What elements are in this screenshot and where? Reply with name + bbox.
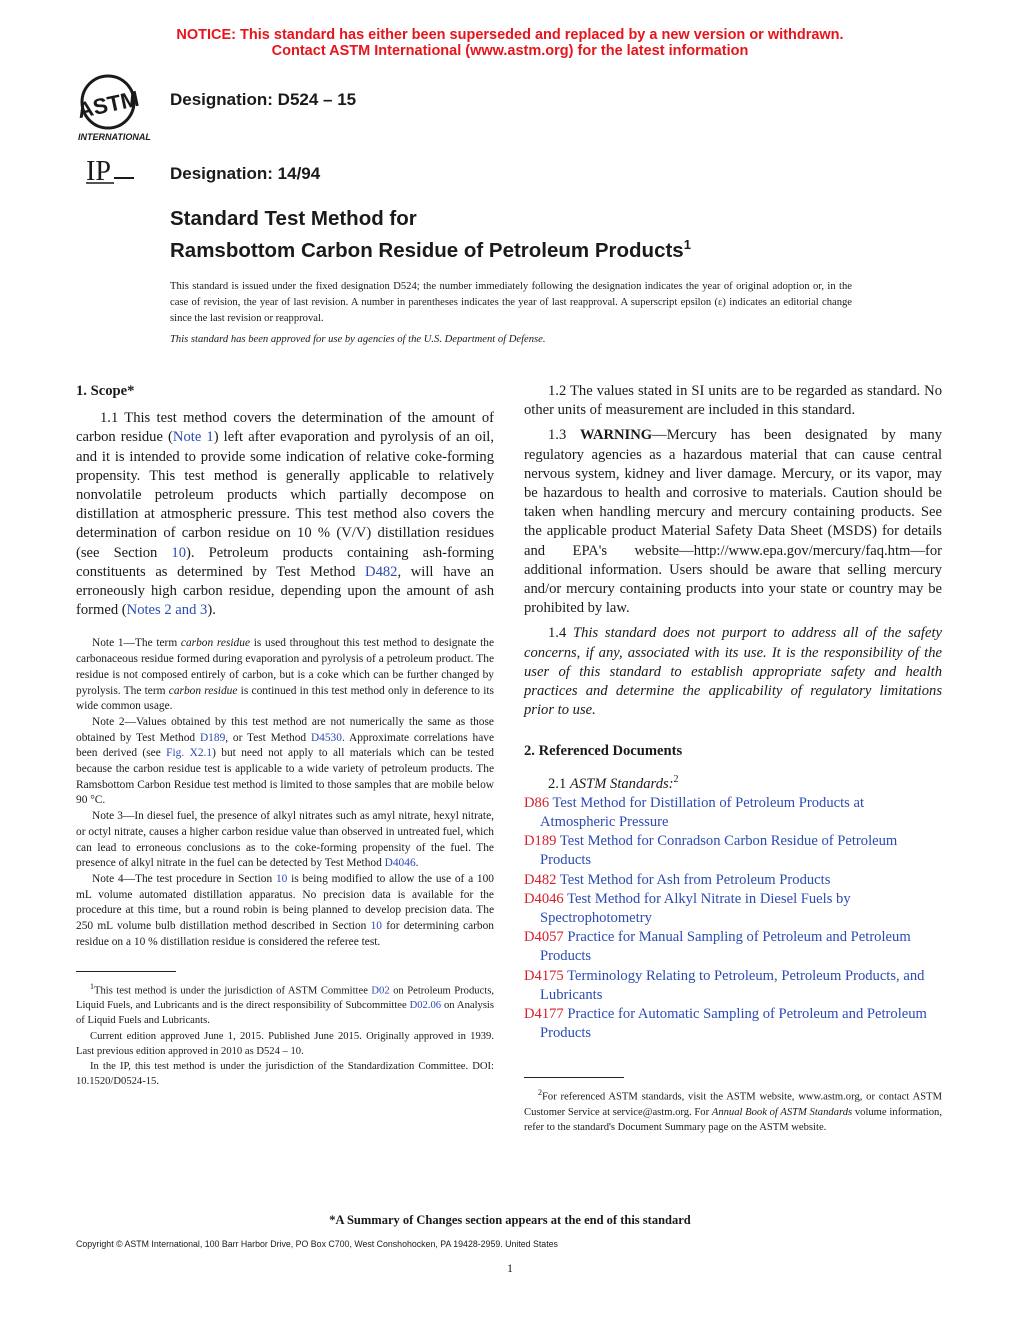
copyright-line: Copyright © ASTM International, 100 Barr Harbor Drive, PO Box C700, West Conshohocken, PA 19428-2959. United States	[76, 1239, 558, 1249]
text: ). Petroleum products containing ash-forming constituents as determined by Test Method	[76, 544, 494, 580]
astm-logo	[72, 72, 162, 144]
reference-item[interactable]	[524, 967, 942, 1005]
notice-line-1: NOTICE: This standard has either been superseded and replaced by a new version or withdrawn.	[176, 27, 844, 43]
text: Note 3—In diesel fuel, the presence of alkyl nitrates such as amyl nitrate, hexyl nitrate, or octyl nitrate, causes a higher carbon residue value than observed in untreated fuel, which can lead to erroneous conclusions as to the coke-forming propensity of the fuel. The presence of alkyl nitrate in the fuel can be detected by Test Method	[76, 810, 494, 870]
reference-title[interactable]: Test Method for Alkyl Nitrate in Diesel Fuels by Spectrophotometry	[540, 890, 851, 926]
section-10-link[interactable]: 10	[275, 872, 288, 885]
text: Note 4—The test procedure in Section	[92, 872, 276, 885]
reference-item[interactable]	[524, 890, 942, 928]
reference-code[interactable]: D4177	[524, 1005, 564, 1022]
title-line-1: Standard Test Method for	[170, 207, 417, 230]
text: , or Test Method	[225, 731, 311, 744]
reference-item[interactable]	[524, 794, 942, 832]
reference-title[interactable]: Test Method for Ash from Petroleum Products	[559, 871, 831, 888]
text: Note 1—The term	[92, 637, 181, 650]
italic-text: This standard does not purport to address all of the safety concerns, if any, associated with its use. It is the responsibility of the user of this standard to establish appropriate safety and health practices and determine the applicability of regulatory limitations prior to use.	[524, 625, 942, 719]
warning-label: WARNING	[579, 427, 653, 444]
text: 1.1 This test method covers the determination of the amount of carbon residue (	[76, 410, 494, 446]
footnote-1-edition: Current edition approved June 1, 2015. Published June 2015. Originally approved in 1939. Last previous edition approved in 2010 as D524 – 10.	[76, 1030, 494, 1057]
para-1-1	[76, 409, 494, 620]
text: volume information, refer to the standard's Document Summary page on the ASTM website.	[524, 1107, 942, 1134]
note-1	[76, 636, 494, 715]
text: is being modified to allow the use of a 100 mL volume automated distillation apparatus. No precision data is available for the procedure at this time, but a round robin is being planned to develop precision data. The 250 mL volume bulb distillation method described in Section	[76, 872, 494, 933]
reference-code[interactable]: D86	[524, 794, 550, 811]
document-title	[170, 206, 691, 264]
para-1-4	[524, 624, 942, 720]
italic-term: carbon residue	[168, 684, 238, 697]
text: on Petroleum Products, Liquid Fuels, and Lubricants and is the direct responsibility of Subcommittee	[76, 985, 494, 1012]
text: , will have an erroneously high carbon residue, depending upon the amount of ash formed (	[76, 563, 494, 619]
note-2	[76, 715, 494, 809]
reference-code[interactable]: D4057	[524, 929, 564, 946]
text: Note 2—Values obtained by this test method are not numerically the same as those obtained by Test Method	[76, 715, 494, 744]
astm-standards-subheading	[524, 770, 942, 794]
text: ).	[207, 602, 216, 619]
title-line-2: Ramsbottom Carbon Residue of Petroleum Products	[170, 238, 684, 262]
text: ) but need not apply to all materials which can be tested because the carbon residue test is applicable to a wide variety of petroleum products. The Ramsbottom Carbon Residue test method is limited to those samples that are mobile below 90 °C.	[76, 747, 495, 807]
d4530-link[interactable]: D4530	[310, 731, 342, 744]
notice-line-2: Contact ASTM International (www.astm.org) for the latest information	[271, 43, 749, 59]
reference-code[interactable]: D482	[524, 871, 557, 888]
section-10-link[interactable]: 10	[171, 544, 187, 561]
reference-item[interactable]	[524, 832, 942, 870]
text: ) left after evaporation and pyrolysis of an oil, and it is intended to provide some indication of relative coke-forming propensity. This test method is generally applicable to relatively nonvolatile petroleum products which partially decompose on distillation at atmospheric pressure. This test method also covers the determination of carbon residue on 10 % (V/V) distillation residues (see Section	[76, 429, 494, 561]
ip-logo	[80, 150, 140, 190]
designation-ip: Designation: 14/94	[170, 164, 321, 183]
reference-title[interactable]: Practice for Automatic Sampling of Petroleum and Petroleum Products	[540, 1005, 927, 1042]
text: This test method is under the jurisdiction of ASTM Committee	[94, 985, 372, 997]
text: . Approximate correlations have been derived (see	[76, 731, 495, 760]
text: .	[415, 857, 419, 870]
right-column	[524, 382, 942, 1136]
reference-code[interactable]: D4175	[524, 967, 564, 984]
summary-of-changes-note: *A Summary of Changes section appears at the end of this standard	[329, 1213, 691, 1227]
footnote-rule	[524, 1077, 624, 1078]
text: is continued in this test method only in deference to its wide common usage.	[76, 684, 494, 713]
designation-astm: Designation: D524 – 15	[170, 90, 357, 109]
fig-x2-1-link[interactable]: Fig. X2.1	[166, 747, 213, 760]
text: 2.1	[548, 775, 570, 792]
left-column	[76, 382, 494, 1089]
text: on Analysis of Liquid Fuels and Lubricants.	[76, 1000, 495, 1027]
footnote-marker: 1	[90, 981, 94, 991]
reference-item[interactable]	[524, 928, 942, 966]
reference-title[interactable]: Test Method for Distillation of Petroleum Products at Atmospheric Pressure	[540, 794, 865, 830]
para-1-2: 1.2 The values stated in SI units are to be regarded as standard. No other units of measurement are included in this standard.	[524, 383, 942, 419]
ip-logo-letters: IP	[86, 156, 111, 187]
d0206-link[interactable]: D02.06	[409, 1000, 442, 1012]
section-10-link[interactable]: 10	[370, 920, 382, 933]
footnote-rule	[76, 971, 176, 972]
scope-heading: 1. Scope*	[76, 383, 135, 399]
text: for determining carbon residue on a 10 % distillation residue is considered the referee test.	[76, 920, 495, 948]
footnote-2	[524, 1085, 942, 1135]
reference-code[interactable]: D4046	[524, 890, 564, 907]
preamble: This standard is issued under the fixed designation D524; the number immediately following the designation indicates the year of original adoption or, in the case of revision, the year of last revision. A number in parentheses indicates the year of last reapproval. A superscript epsilon (ε) indicates an editorial change since the last revision or reapproval.	[170, 281, 852, 324]
d4046-link[interactable]: D4046	[384, 857, 416, 870]
reference-item[interactable]	[524, 1005, 942, 1043]
supersession-notice	[0, 27, 1020, 59]
para-1-3	[524, 426, 942, 618]
reference-item[interactable]	[524, 871, 942, 890]
referenced-documents-heading: 2. Referenced Documents	[524, 743, 683, 760]
footnote-1-ip: In the IP, this test method is under the jurisdiction of the Standardization Committee. DOI: 10.1520/D0524-15.	[76, 1061, 494, 1088]
note-4	[76, 872, 494, 951]
note-3	[76, 809, 494, 872]
d02-link[interactable]: D02	[371, 985, 390, 997]
footnote-marker: 2	[538, 1088, 542, 1098]
dod-approval: This standard has been approved for use by agencies of the U.S. Department of Defense.	[170, 334, 546, 345]
footnote-1	[76, 979, 494, 1029]
text: —Mercury has been designated by many regulatory agencies as a hazardous material that can cause central nervous system, kidney and liver damage. Mercury, or its vapor, may be hazardous to health and corrosive to materials. Caution should be taken when handling mercury and mercury containing products. See the applicable product Material Safety Data Sheet (MSDS) for details and EPA's website—http://www.epa.gov/mercury/faq.htm—for additional information. Users should be aware that selling mercury and/or mercury containing products into your state or country may be prohibited by law.	[524, 427, 942, 617]
italic-text: ASTM Standards:	[569, 775, 674, 792]
page-number: 1	[507, 1261, 513, 1275]
astm-logo-caption: INTERNATIONAL	[78, 132, 151, 142]
text: 1.3	[548, 427, 580, 444]
astm-logo-letters: ASTM	[75, 85, 142, 124]
italic-term: carbon residue	[180, 637, 251, 650]
footnote-marker[interactable]: 2	[673, 773, 679, 785]
note-1-link[interactable]: Note 1	[172, 429, 214, 446]
reference-code[interactable]: D189	[524, 833, 557, 850]
d482-link[interactable]: D482	[365, 563, 398, 580]
reference-title[interactable]: Terminology Relating to Petroleum, Petroleum Products, and Lubricants	[540, 967, 925, 1003]
text: For referenced ASTM standards, visit the ASTM website, www.astm.org, or contact ASTM Customer Service at service@astm.org. For	[524, 1091, 942, 1119]
reference-title[interactable]: Practice for Manual Sampling of Petroleum and Petroleum Products	[540, 929, 911, 965]
reference-title[interactable]: Test Method for Conradson Carbon Residue of Petroleum Products	[540, 833, 898, 869]
text: is used throughout this test method to designate the carbonaceous residue formed during evaporation and pyrolysis of a petroleum product. The residue is not composed entirely of carbon, but is a coke which can be further changed by pyrolysis. The term	[76, 637, 495, 697]
reference-list	[524, 794, 942, 1044]
text: 1.4	[548, 625, 574, 642]
italic-text: Annual Book of ASTM Standards	[711, 1107, 853, 1119]
d189-link[interactable]: D189	[199, 731, 226, 744]
notes-2-3-link[interactable]: Notes 2 and 3	[126, 602, 208, 619]
title-footnote-ref[interactable]: 1	[683, 237, 691, 252]
